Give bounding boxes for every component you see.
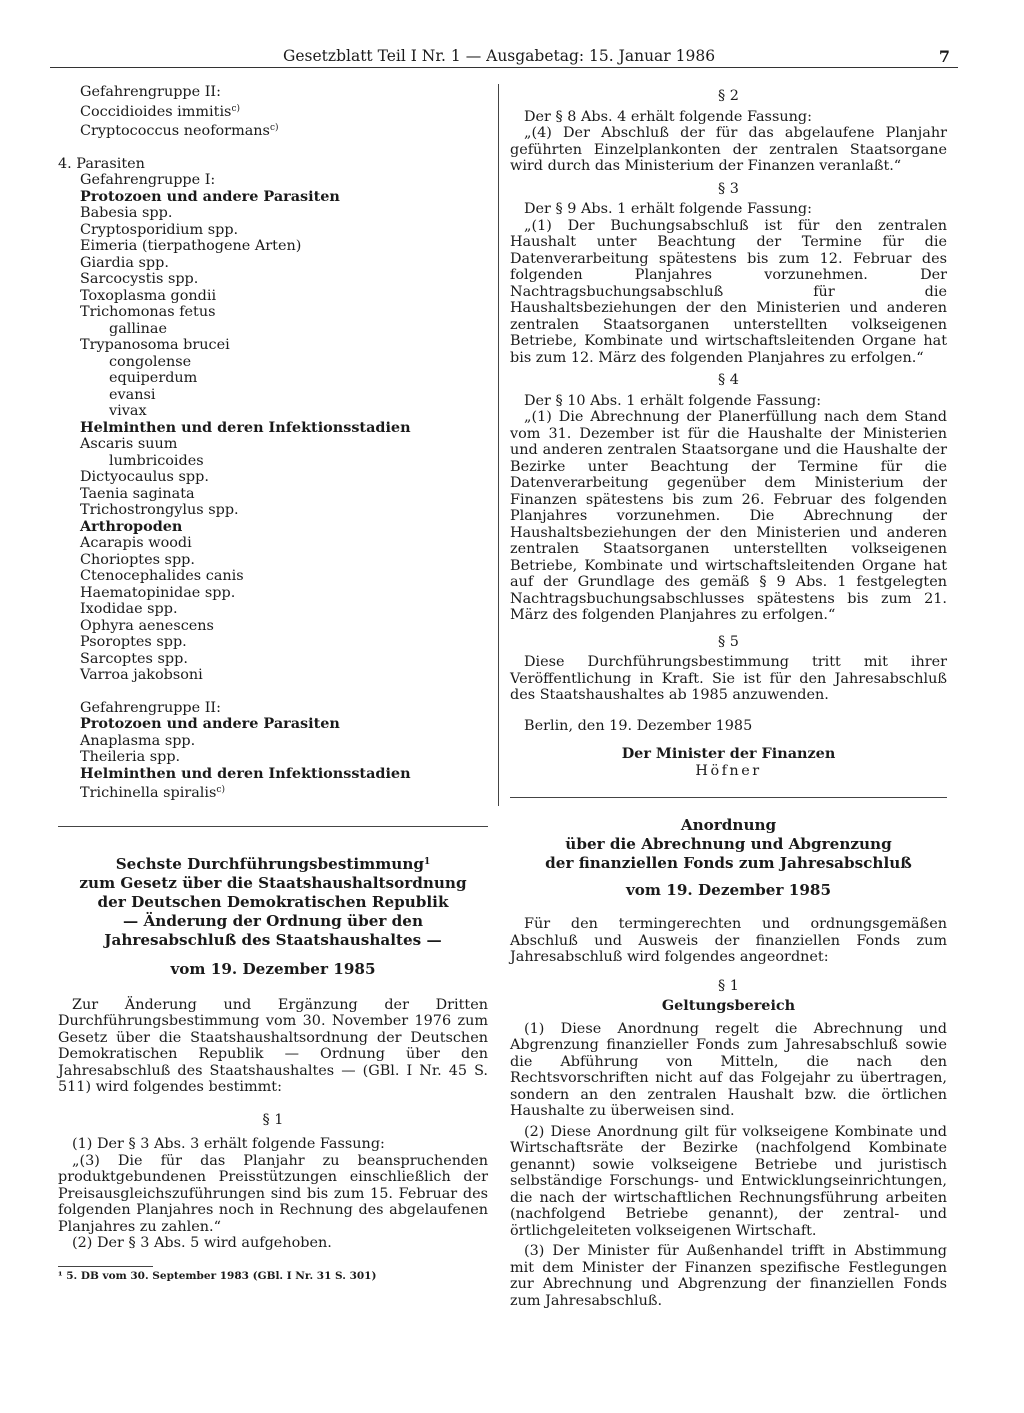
section-heading: § 1	[262, 1111, 284, 1128]
list-item: Theileria spp.	[80, 749, 181, 765]
list-item: Ixodidae spp.	[80, 601, 178, 617]
section-title: Geltungsbereich	[661, 997, 796, 1014]
section-heading: § 3	[718, 180, 739, 197]
list-item: vivax	[109, 403, 147, 419]
list-item: evansi	[109, 386, 156, 403]
regulation-title-line: zum Gesetz über die Staatshaushaltsordnung	[79, 873, 467, 892]
paragraph: Der § 9 Abs. 1 erhält folgende Fassung:	[524, 201, 812, 217]
regulation-title-line: der Deutschen Demokratischen Republik	[97, 892, 449, 911]
list-subheading: Protozoen und andere Parasiten	[80, 187, 340, 205]
helminthen-list	[58, 436, 488, 519]
list-item: Acarapis woodi	[80, 535, 192, 551]
list-item: Coccidioides immitis$^{c)}$	[80, 103, 240, 120]
list-heading: Gefahrengruppe II:	[80, 699, 221, 716]
list-item: Ascaris suum	[80, 436, 178, 452]
right-column	[510, 84, 947, 1309]
paragraph: Der § 10 Abs. 1 erhält folgende Fassung:	[524, 392, 822, 409]
list-item: lumbricoides	[109, 452, 204, 469]
list-item: Trichomonas fetus	[80, 304, 216, 320]
page-title: Gesetzblatt Teil I Nr. 1 — Ausgabetag: 15. Januar 1986	[283, 47, 716, 65]
section-label: 4. Parasiten	[58, 155, 145, 172]
regulation-title-line: — Änderung der Ordnung über den	[123, 911, 423, 930]
list-subheading: Helminthen und deren Infektionsstadien	[80, 764, 411, 782]
order-title-line: Anordnung	[680, 816, 777, 834]
list-item: Dictyocaulus spp.	[80, 469, 209, 485]
intro-paragraph: Zur Änderung und Ergänzung der Dritten Durchführungsbestimmung vom 30. November 1976 zum Gesetz über die Staatshaushaltsordnung der Deutschen Demokratischen Republik — Ordnung über den Jahresabschluß des Staatshaushaltes — (GBl. I Nr. 45 S. 511) wird folgendes bestimmt:	[58, 996, 488, 1095]
footnote-divider	[58, 1266, 153, 1267]
list-item: Ctenocephalides canis	[80, 568, 244, 584]
list-subheading: Helminthen und deren Infektionsstadien	[80, 418, 411, 436]
quoted-paragraph: „(1) Der Buchungsabschluß ist für den zentralen Haushalt unter Beachtung der Termine für die Datenverarbeitung spätestens bis zum 12. Februar des folgenden Planjahres vorzunehmen. Der Nachtragsbuchungsabschluß für die Haushaltsbeziehungen der den Ministerien und anderen zentralen Staatsorganen unterstellten volkseigenen Betriebe, Kombinate und wirtschaftsleitenden Organe hat bis zum 12. März des folgenden Planjahres zu erfolgen.“	[510, 217, 947, 366]
list-item: Varroa jakobsoni	[80, 667, 203, 683]
list-item: Cryptosporidium spp.	[80, 221, 239, 238]
section-divider	[58, 826, 488, 827]
list-item: Sarcoptes spp.	[80, 650, 188, 667]
section-heading: § 4	[718, 372, 739, 388]
signer-title: Der Minister der Finanzen	[621, 745, 836, 762]
signer-name: Höfner	[695, 762, 762, 779]
list-item: Haematopinidae spp.	[80, 584, 236, 601]
paragraph: (2) Diese Anordnung gilt für volkseigene Kombinate und Wirtschaftsräte der Bezirke (nachfolgend Kombinate genannt) sowie volkseigene Betriebe und juristisch selbständige Forschungs- und Entwicklungseinrichtungen, die nach der wirtschaftlichen Rechnungsführung arbeiten (nachfolgend Betriebe genannt), der zentral- und örtlichgeleiteten volkseigenen Wirtschaft.	[510, 1123, 947, 1239]
section-heading: § 5	[718, 633, 739, 650]
paragraph: (1) Diese Anordnung regelt die Abrechnung und Abgrenzung finanzieller Fonds zum Jahresabschluß sowie die Abführung von Mitteln, die nach den Rechtsvorschriften nicht auf das Folgejahr zu übertragen, sondern an den zentralen Haushalt bzw. die örtlichen Haushalte zu überweisen sind.	[510, 1020, 947, 1119]
column-divider	[498, 84, 499, 806]
list-heading: Gefahrengruppe I:	[80, 172, 216, 188]
list-item: Eimeria (tierpathogene Arten)	[80, 238, 302, 254]
paragraph: Diese Durchführungsbestimmung tritt mit ihrer Veröffentlichung in Kraft. Sie ist für den Jahresabschluß des Staatshaushaltes ab 1985 anzuwenden.	[510, 654, 947, 703]
list-item: Psoroptes spp.	[80, 634, 187, 650]
order-title-block	[510, 816, 947, 900]
quoted-paragraph: „(4) Der Abschluß der für das abgelaufene Planjahr geführten Einzelplankonten der zentralen Staatsorgane wird durch das Ministerium der Finanzen veranlaßt.“	[510, 125, 947, 174]
section-heading: § 1	[718, 977, 739, 994]
regulation-date: vom 19. Dezember 1985	[170, 959, 376, 978]
paragraph: (1) Der § 3 Abs. 3 erhält folgende Fassung:	[72, 1136, 385, 1152]
list-item: Babesia spp.	[80, 205, 173, 221]
list-item: Ophyra aenescens	[80, 617, 214, 634]
list-item: Cryptococcus neoformans$^{c)}$	[80, 123, 279, 139]
list-item: congolense	[109, 353, 192, 370]
left-column	[58, 84, 488, 1283]
list-item: Taenia saginata	[80, 485, 195, 502]
list-item: Sarcocystis spp.	[80, 271, 199, 287]
regulation-title-line: Sechste Durchführungsbestimmung$^1$	[115, 854, 431, 873]
paragraph: (3) Der Minister für Außenhandel trifft in Abstimmung mit dem Minister der Finanzen spezifische Festlegungen zur Abrechnung und Abgrenzung der finanziellen Fonds zum Jahresabschluß.	[510, 1243, 947, 1309]
paragraph: (2) Der § 3 Abs. 5 wird aufgehoben.	[72, 1235, 332, 1251]
list-item: Chorioptes spp.	[80, 551, 195, 568]
list-subheading: Protozoen und andere Parasiten	[80, 715, 340, 732]
list-item: gallinae	[109, 320, 167, 337]
place-date: Berlin, den 19. Dezember 1985	[524, 717, 753, 734]
arthropoden-list	[58, 535, 488, 684]
section-divider	[510, 797, 947, 798]
list-heading: Gefahrengruppe II:	[80, 84, 221, 100]
order-title-line: der finanziellen Fonds zum Jahresabschluß	[545, 854, 912, 872]
footnote: ¹ 5. DB vom 30. September 1983 (GBl. I Nr. 31 S. 301)	[58, 1269, 377, 1282]
paragraph: Der § 8 Abs. 4 erhält folgende Fassung:	[524, 108, 812, 125]
section-heading: § 2	[718, 88, 739, 104]
intro-paragraph: Für den termingerechten und ordnungsgemäßen Abschluß und Ausweis der finanziellen Fonds zum Jahresabschluß wird folgendes angeordnet:	[510, 916, 947, 965]
list-item: equiperdum	[109, 370, 198, 386]
list-item: Toxoplasma gondii	[80, 287, 217, 304]
page-number: 7	[938, 47, 950, 66]
list-item: Trypanosoma brucei	[80, 337, 230, 353]
protozoen-list	[58, 205, 488, 420]
list-item: Trichostrongylus spp.	[80, 502, 239, 518]
page-header	[50, 47, 958, 68]
order-title-line: über die Abrechnung und Abgrenzung	[565, 835, 892, 853]
quoted-paragraph: „(1) Die Abrechnung der Planerfüllung nach dem Stand vom 31. Dezember ist für die Haushalte der Ministerien und anderen zentralen Staatsorgane und die Haushalte der Bezirke unter Beachtung der Termine für die Datenverarbeitung gegenüber dem Ministerium der Finanzen spätestens bis zum 26. Februar des folgenden Planjahres vorzunehmen. Die Abrechnung der Haushaltsbeziehungen der den Ministerien und anderen zentralen Staatsorganen unterstellten volkseigenen Betriebe, Kombinate und wirtschaftsleitenden Organe hat auf der Grundlage des gemäß § 9 Abs. 1 festgelegten Nachtragsbuchungsabschlusses spätestens bis zum 21. März des folgenden Planjahres zu erfolgen.“	[510, 409, 947, 623]
list-subheading: Arthropoden	[80, 517, 183, 535]
regulation-title-line: Jahresabschluß des Staatshaushaltes —	[104, 930, 442, 949]
list-item: Trichinella spiralis$^{c)}$	[80, 785, 225, 801]
order-date: vom 19. Dezember 1985	[625, 881, 832, 899]
regulation-title-block	[58, 853, 488, 979]
list-item: Anaplasma spp.	[80, 732, 196, 749]
quoted-paragraph: „(3) Die für das Planjahr zu beanspruchenden produktgebundenen Preisstützungen einschließlich der Preisausgleichszuführungen sind bis zum 15. Februar des folgenden Planjahres noch in Rechnung des abgelaufenen Planjahres zu zahlen.“	[58, 1152, 488, 1235]
list-item: Giardia spp.	[80, 254, 169, 271]
